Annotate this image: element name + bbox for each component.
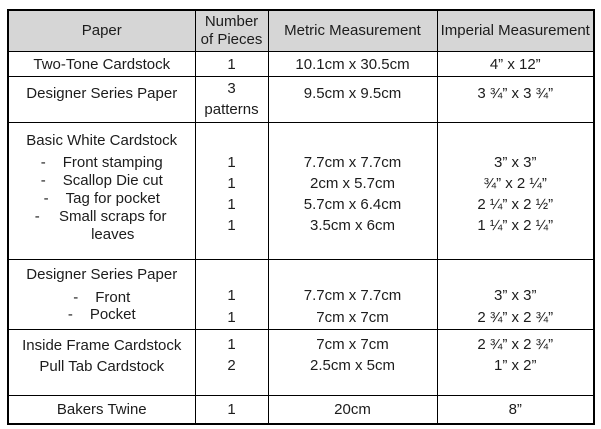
bullet-dash: - (73, 289, 79, 306)
pieces-value: 1 (227, 55, 236, 73)
metric-value: 7cm x 7cm (316, 309, 389, 326)
list-item-label: Pocket (89, 306, 136, 323)
metric-cell (268, 52, 437, 77)
col-header-pieces: Number of Pieces (195, 10, 268, 52)
paper-item-list (9, 154, 195, 244)
paper-title: Designer Series Paper (26, 85, 178, 102)
col-header-paper: Paper (8, 10, 195, 52)
imperial-value: 1” x 2” (493, 357, 537, 374)
table-row-two-tone-cardstock (8, 52, 594, 77)
header-row (8, 10, 594, 52)
metric-value: 2.5cm x 5cm (309, 357, 396, 374)
imperial-cell (437, 123, 594, 260)
pieces-cell (195, 330, 268, 396)
imperial-value: 2 ¾” x 2 ¾” (477, 309, 554, 326)
paper-title: Inside Frame Cardstock (22, 337, 182, 354)
pieces-cell (195, 77, 268, 123)
paper-cell (8, 330, 195, 396)
pieces-value: 1 (227, 287, 236, 304)
imperial-value: 3 ¾” x 3 ¾” (477, 85, 554, 102)
imperial-value: 4” x 12” (489, 55, 541, 73)
pieces-value: 1 (227, 175, 236, 192)
list-item (9, 154, 195, 172)
table-row-bakers-twine (8, 396, 594, 425)
imperial-value: 2 ¾” x 2 ¾” (477, 336, 554, 353)
metric-value: 5.7cm x 6.4cm (303, 196, 402, 213)
bullet-dash: - (34, 208, 40, 225)
list-item-label: Small scraps for leaves (58, 208, 167, 243)
pieces-cell (195, 260, 268, 330)
list-item (9, 289, 195, 306)
pieces-value: 1 (227, 336, 236, 353)
metric-value: 7.7cm x 7.7cm (303, 154, 402, 171)
pieces-value: 2 (227, 357, 236, 374)
paper-title: Designer Series Paper (26, 266, 178, 283)
bullet-dash: - (67, 306, 73, 323)
materials-table (7, 9, 595, 425)
metric-value: 2cm x 5.7cm (309, 175, 396, 192)
pieces-cell (195, 396, 268, 425)
list-item-label: Front (95, 289, 131, 306)
imperial-value: 1 ¼” x 2 ¼” (477, 217, 554, 234)
table-row-designer-series-paper-2 (8, 260, 594, 330)
paper-title: Pull Tab Cardstock (39, 358, 165, 375)
imperial-value: 3” x 3” (493, 154, 537, 171)
imperial-cell (437, 52, 594, 77)
imperial-cell (437, 396, 594, 425)
list-item (9, 190, 195, 208)
list-item (9, 208, 195, 244)
paper-title: Two-Tone Cardstock (33, 55, 171, 73)
metric-value: 3.5cm x 6cm (309, 217, 396, 234)
bullet-dash: - (40, 172, 46, 189)
pieces-value: 1 (227, 154, 236, 171)
list-item (9, 172, 195, 190)
paper-title: Basic White Cardstock (26, 132, 178, 149)
metric-cell (268, 123, 437, 260)
paper-cell (8, 396, 195, 425)
imperial-value: 8” (508, 401, 522, 418)
pieces-value: 1 (227, 196, 236, 213)
col-header-metric: Metric Measurement (268, 10, 437, 52)
pieces-cell (195, 123, 268, 260)
col-header-imperial: Imperial Measurement (437, 10, 594, 52)
metric-cell (268, 330, 437, 396)
list-item (9, 306, 195, 323)
table-row-basic-white-cardstock (8, 123, 594, 260)
metric-value: 20cm (334, 401, 371, 418)
imperial-value: 2 ¼” x 2 ½” (477, 196, 554, 213)
pieces-value: 1 (227, 401, 236, 418)
pieces-cell (195, 52, 268, 77)
paper-item-list (9, 289, 195, 323)
table-row-inside-frame-pull-tab (8, 330, 594, 396)
bullet-dash: - (43, 190, 49, 207)
paper-cell (8, 260, 195, 330)
metric-cell (268, 260, 437, 330)
metric-value: 7.7cm x 7.7cm (303, 287, 402, 304)
imperial-cell (437, 330, 594, 396)
list-item-label: Tag for pocket (65, 190, 160, 207)
table-row-designer-series-paper (8, 77, 594, 123)
imperial-value: ¾” x 2 ¼” (483, 175, 547, 192)
metric-value: 10.1cm x 30.5cm (295, 55, 410, 73)
metric-value: 7cm x 7cm (316, 336, 389, 353)
paper-cell (8, 52, 195, 77)
pieces-value: 1 (227, 217, 236, 234)
imperial-cell (437, 77, 594, 123)
paper-cell (8, 123, 195, 260)
pieces-value: 3 patterns (204, 80, 259, 118)
list-item-label: Front stamping (62, 154, 163, 171)
paper-title: Bakers Twine (56, 401, 147, 418)
imperial-value: 3” x 3” (493, 287, 537, 304)
metric-cell (268, 77, 437, 123)
metric-value: 9.5cm x 9.5cm (303, 85, 402, 102)
paper-cell (8, 77, 195, 123)
list-item-label: Scallop Die cut (62, 172, 163, 189)
bullet-dash: - (40, 154, 46, 171)
pieces-value: 1 (227, 309, 236, 326)
metric-cell (268, 396, 437, 425)
imperial-cell (437, 260, 594, 330)
